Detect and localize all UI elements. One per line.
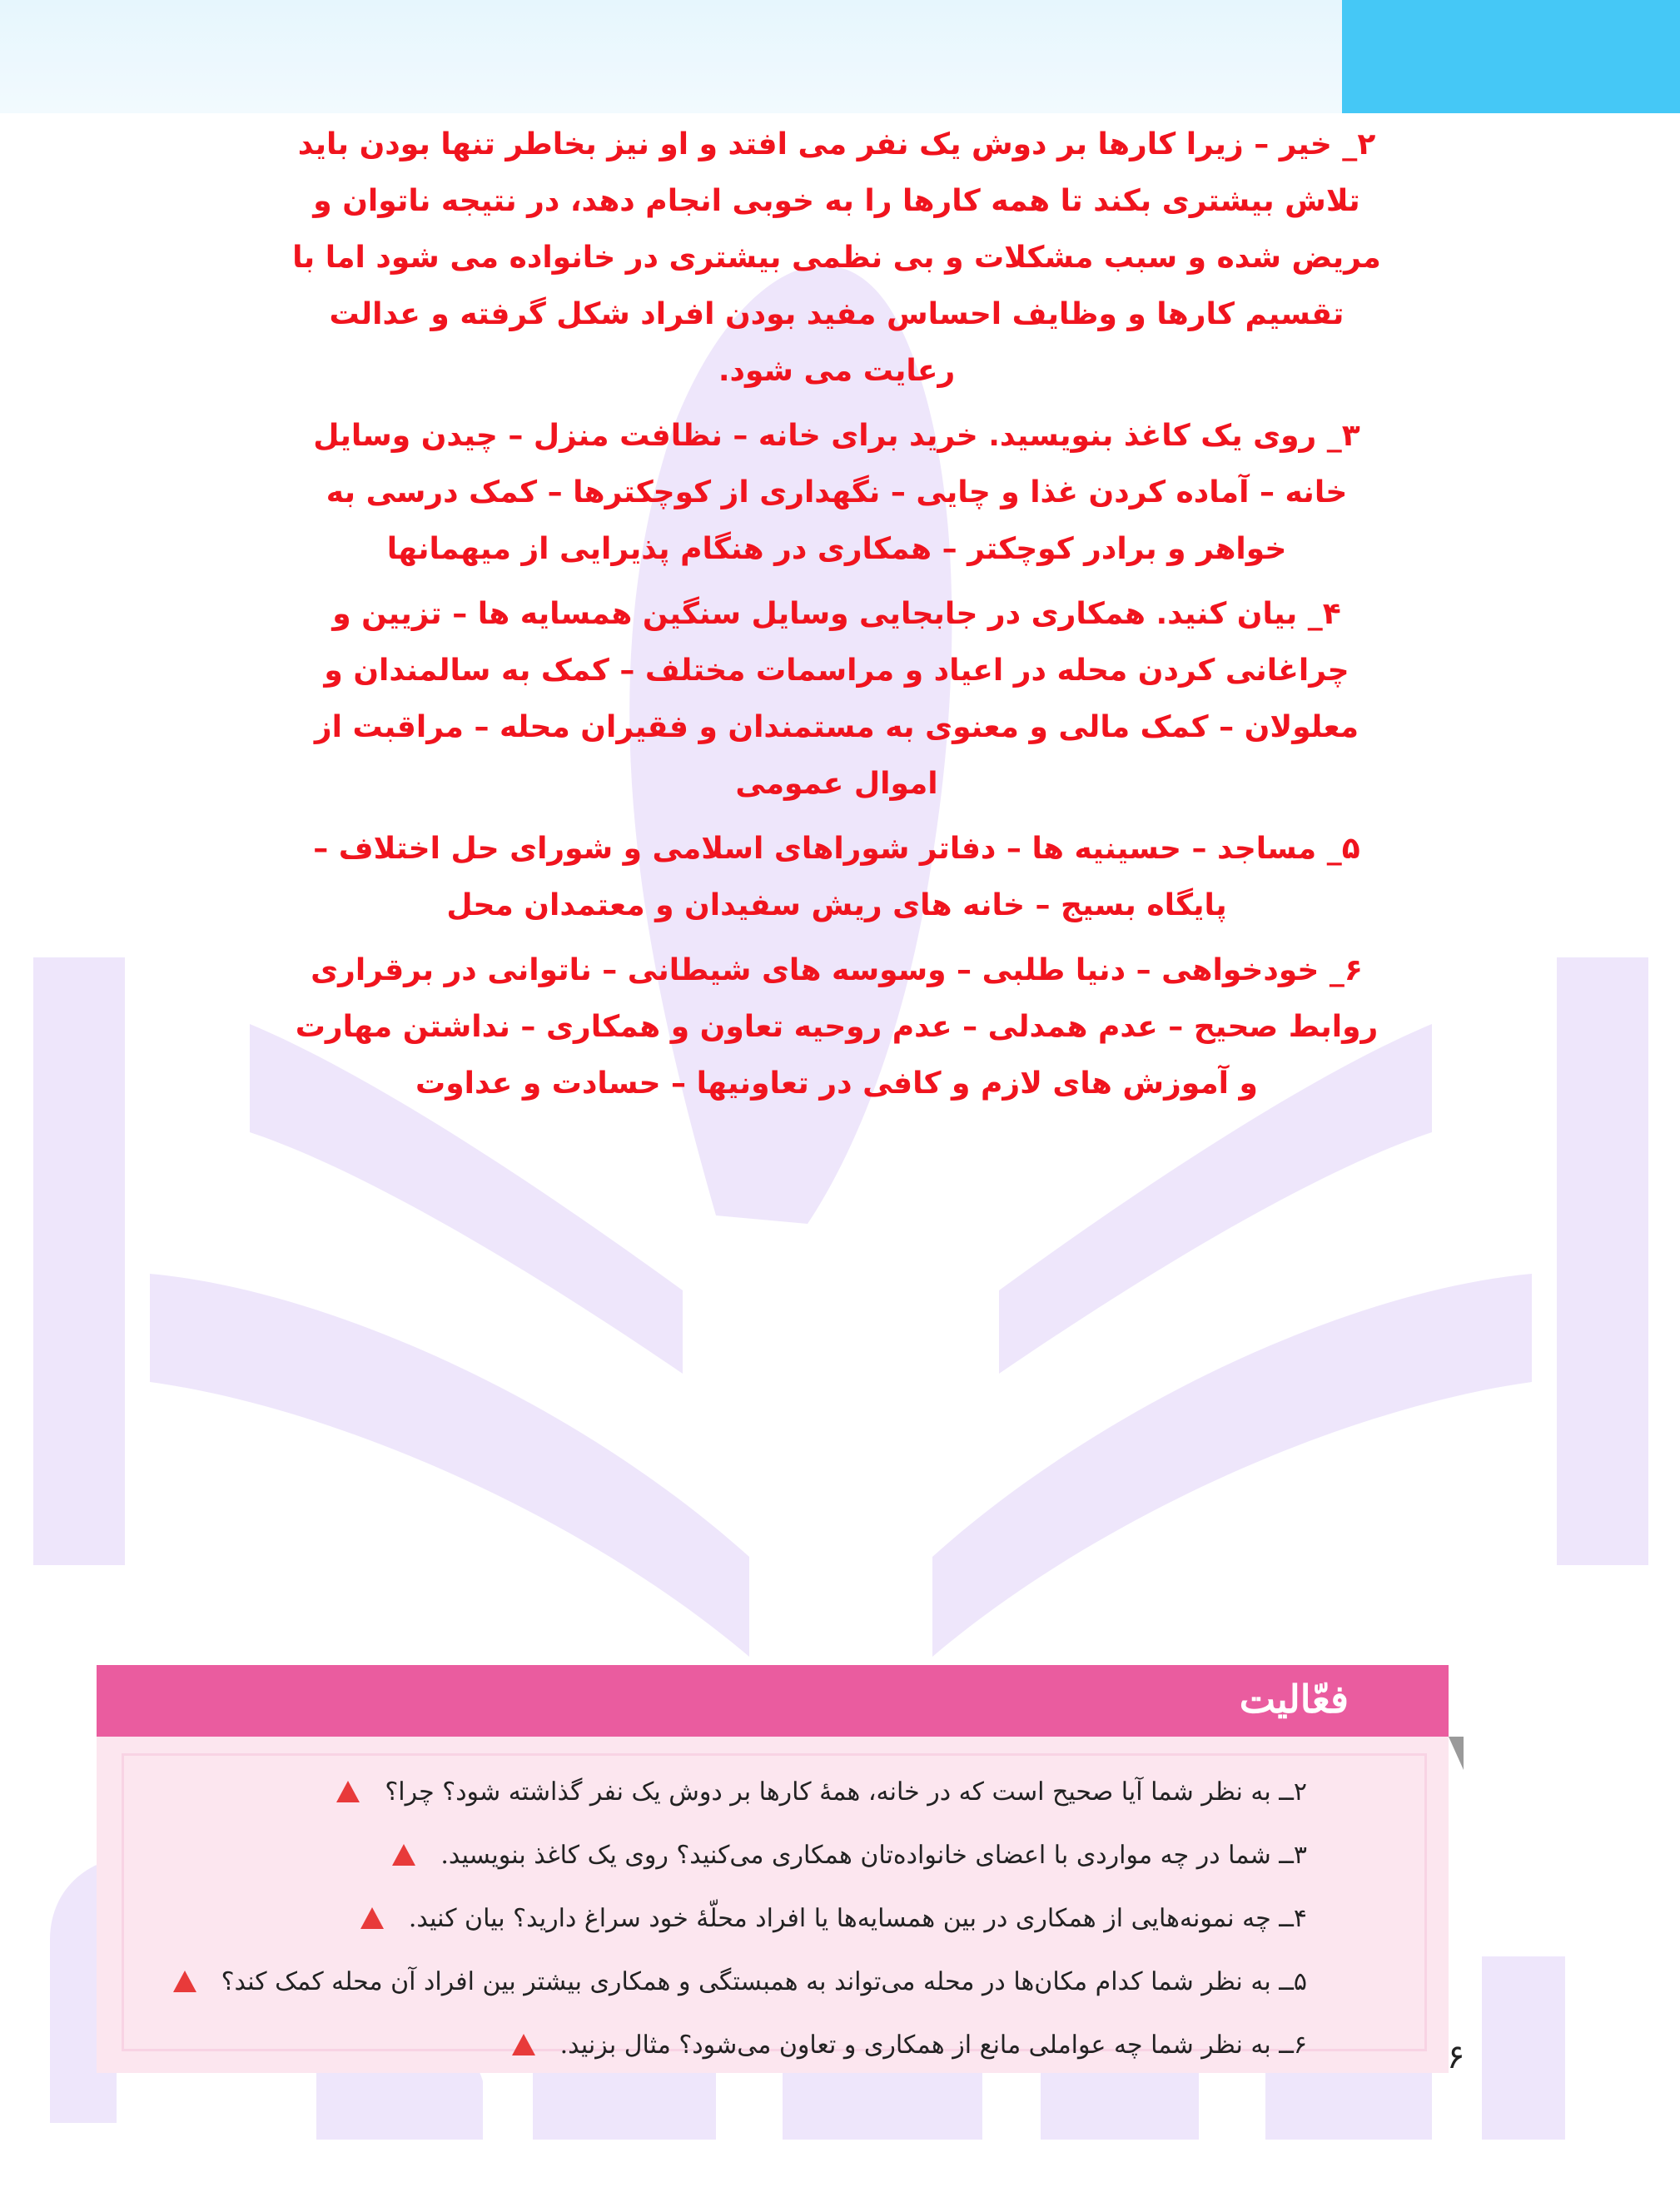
warning-triangle-icon	[360, 1907, 384, 1929]
answers-section	[291, 117, 1382, 1121]
activity-header	[97, 1665, 1449, 1737]
page-number: ۶	[1447, 2038, 1465, 2076]
activity-box	[97, 1665, 1449, 2073]
warning-triangle-icon	[392, 1844, 415, 1866]
question-text: ۳ــ شما در چه مواردی با اعضای خانواده‌تان همکاری می‌کنید؟ روی یک کاغذ بنویسید.	[440, 1840, 1307, 1870]
activity-title: فعّالیت	[1239, 1677, 1349, 1722]
answer-6: ۶_ خودخواهی – دنیا طلبی – وسوسه های شیطانی – ناتوانی در برقراری روابط صحیح – عدم همدلی – عدم روحیه تعاون و همکاری – نداشتن مهارت و آموزش های لازم و کافی در تعاونیها – حسادت و عداوت	[295, 953, 1379, 1101]
question-text: ۴ــ چه نمونه‌هایی از همکاری در بین همسایه‌ها یا افراد محلّهٔ خود سراغ دارید؟ بیان کنید.	[408, 1903, 1307, 1933]
answer-5: ۵_ مساجد – حسینیه ها – دفاتر شوراهای اسلامی و شورای حل اختلاف – پایگاه بسیج – خانه های ریش سفیدان و معتمدان محل	[313, 832, 1360, 922]
activity-questions	[42, 1760, 1307, 2076]
answer-2: ۲_ خیر – زیرا کارها بر دوش یک نفر می افتد و او نیز بخاطر تنها بودن باید تلاش بیشتری بکند تا همه کارها را به خوبی انجام دهد، در نتیجه ناتوان و مریض شده و سبب مشکلات و بی نظمی بیشتری در خانواده می شود اما با تقسیم کارها و وظایف احساس مفید بودن افراد شکل گرفته و عدالت رعایت می شود.	[292, 127, 1381, 388]
question-text: ۶ــ به نظر شما چه عواملی مانع از همکاری و تعاون می‌شود؟ مثال بزنید.	[559, 2030, 1307, 2060]
answer-4: ۴_ بیان کنید. همکاری در جابجایی وسایل سنگین همسایه ها – تزیین و چراغانی کردن محله در اعیاد و مراسمات مختلف – کمک به سالمندان و معلولان – کمک مالی و معنوی به مستمندان و فقیران محله – مراقبت از اموال عمومی	[314, 597, 1359, 801]
question-5	[42, 1950, 1307, 2013]
question-2	[42, 1760, 1307, 1823]
question-6	[42, 2013, 1307, 2076]
warning-triangle-icon	[173, 1971, 196, 1992]
question-3	[42, 1823, 1307, 1886]
warning-triangle-icon	[512, 2034, 535, 2055]
header-band	[0, 0, 1342, 113]
answer-3: ۳_ روی یک کاغذ بنویسید. خرید برای خانه – نظافت منزل – چیدن وسایل خانه – آماده کردن غذا و چایی – نگهداری از کوچکترها – کمک درسی به خواهر و برادر کوچکتر – همکاری در هنگام پذیرایی از میهمانها	[313, 419, 1360, 566]
activity-body	[97, 1737, 1449, 2073]
header-fold-shadow	[1449, 1737, 1464, 1770]
question-text: ۲ــ به نظر شما آیا صحیح است که در خانه، همهٔ کارها بر دوش یک نفر گذاشته شود؟ چرا؟	[385, 1777, 1307, 1807]
question-4	[42, 1886, 1307, 1950]
warning-triangle-icon	[336, 1781, 360, 1802]
question-text: ۵ــ به نظر شما کدام مکان‌ها در محله می‌تواند به همبستگی و همکاری بیشتر بین افراد آن محله کمک کند؟	[221, 1966, 1307, 1996]
header-tab	[1342, 0, 1680, 113]
